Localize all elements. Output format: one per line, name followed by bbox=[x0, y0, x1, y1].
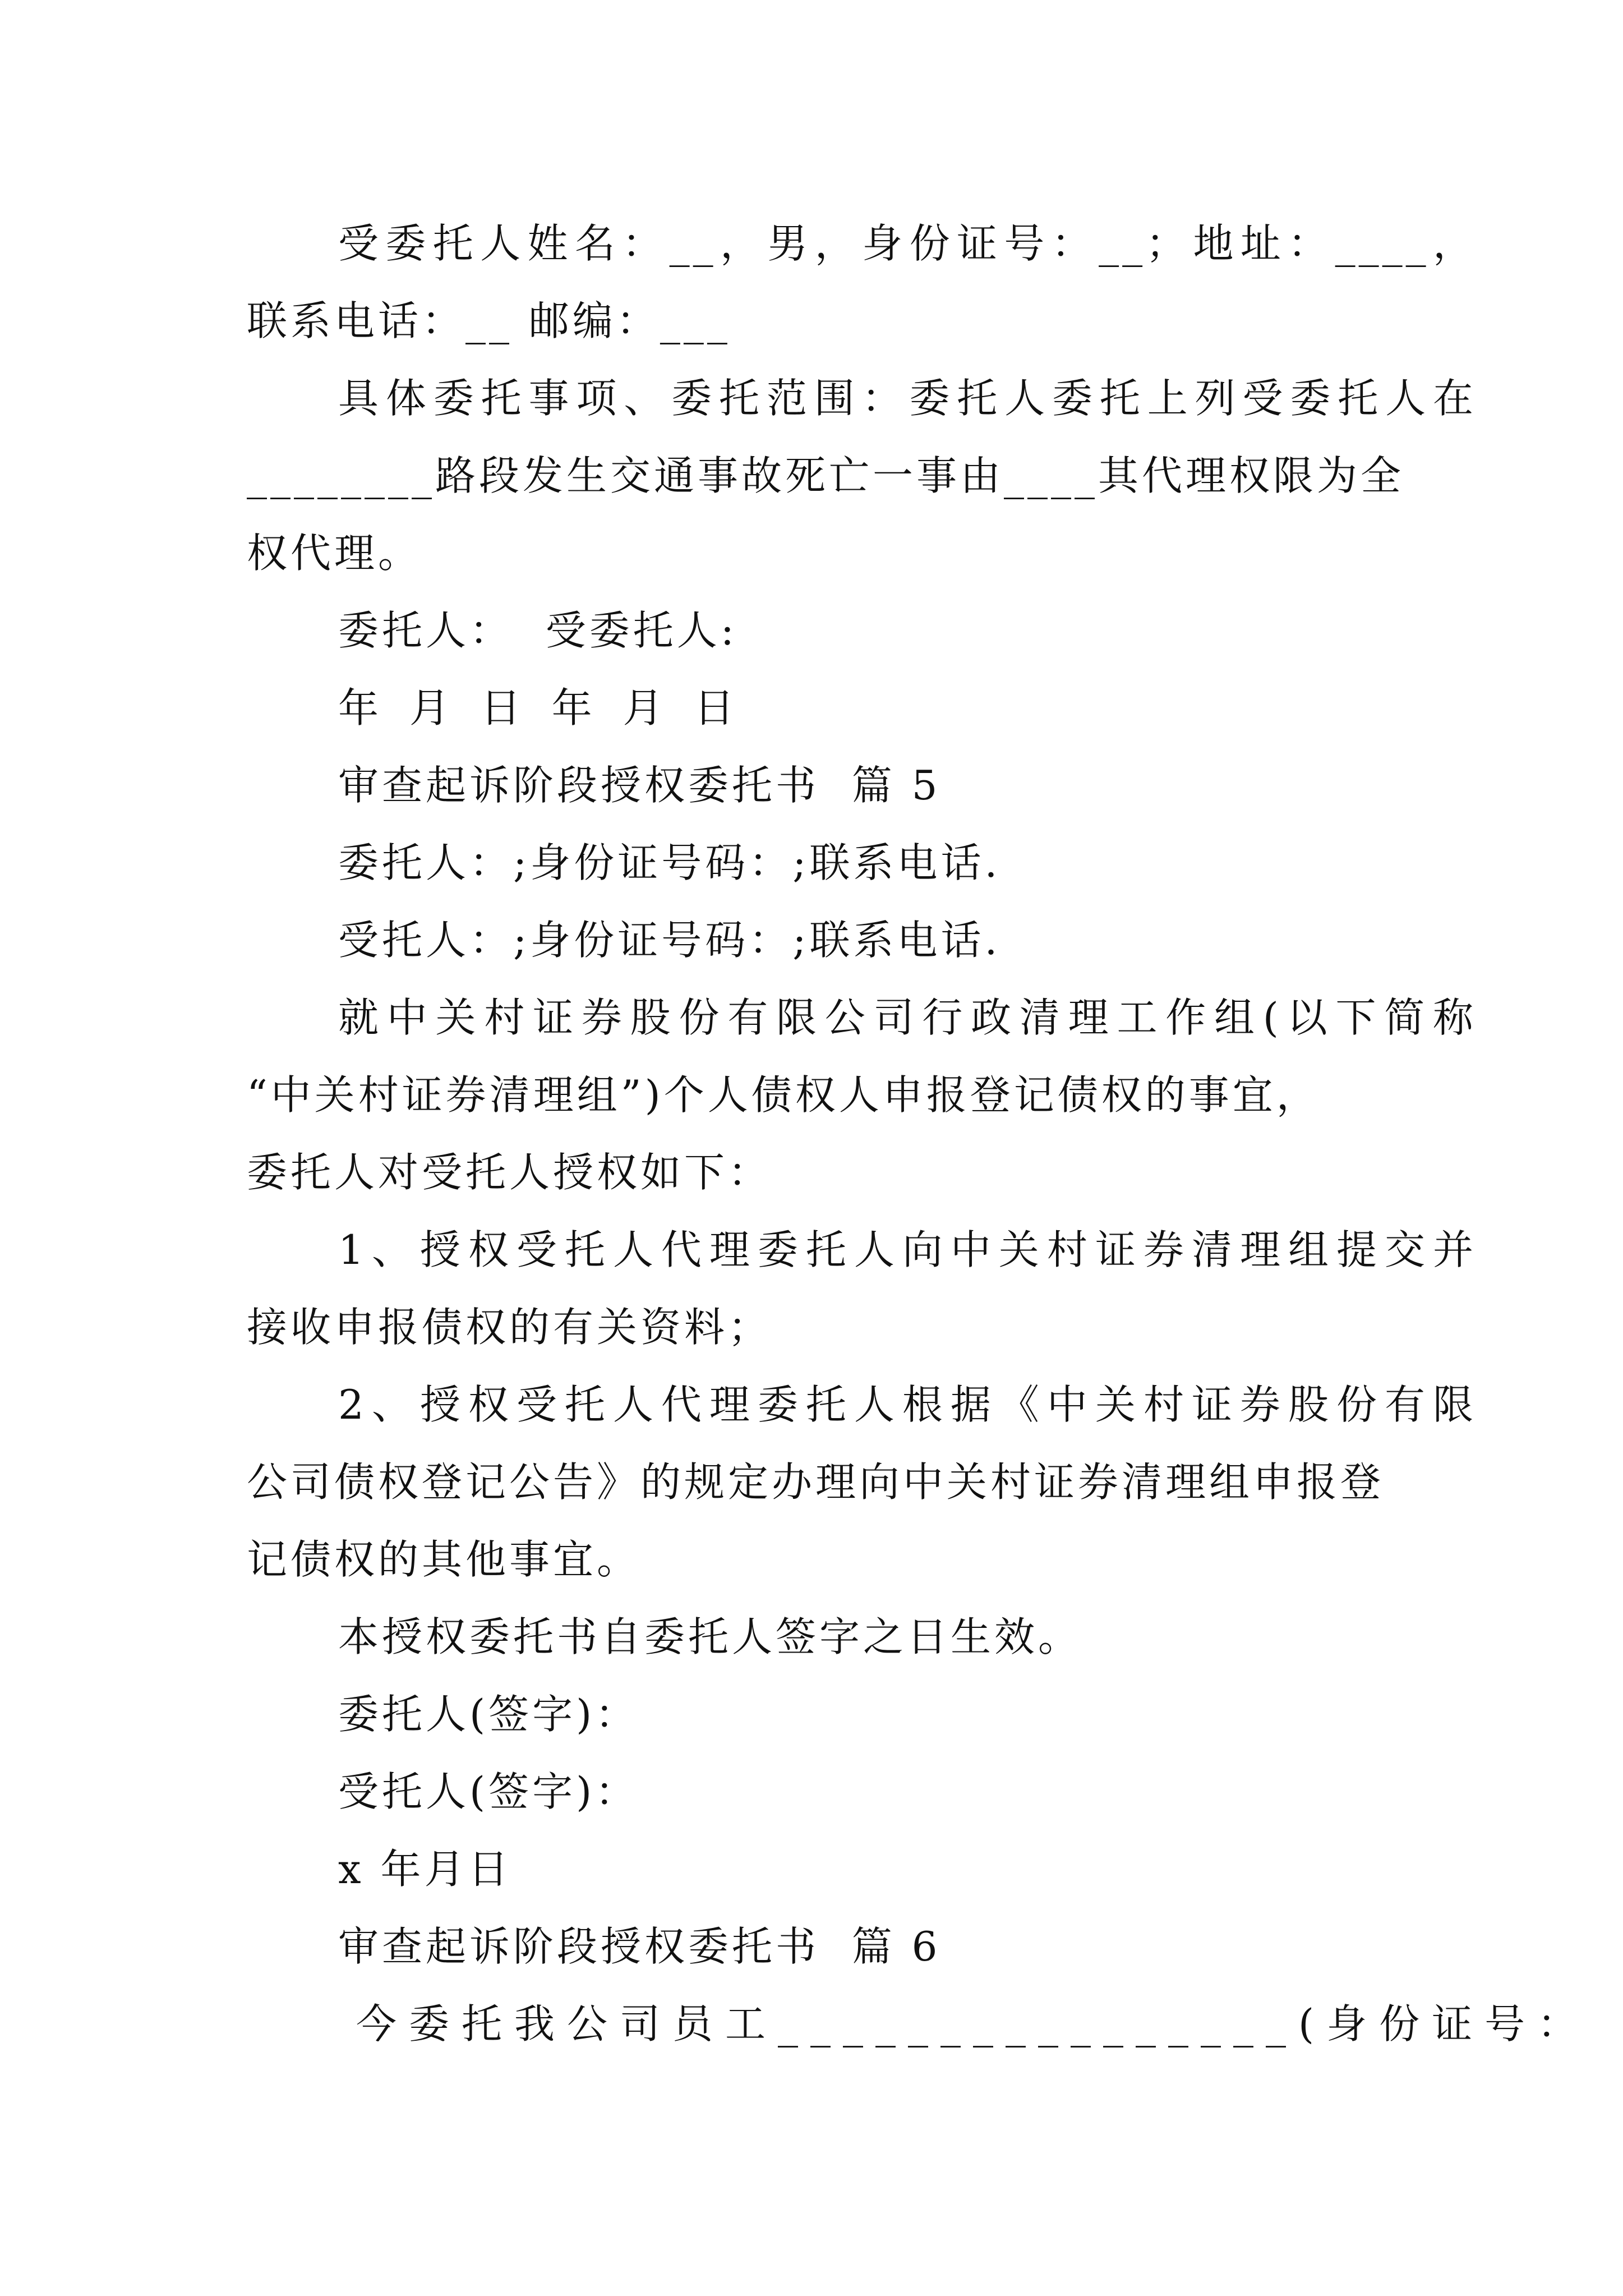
text-line-12: “中关村证券清理组”)个人债权人申报登记债权的事宜， bbox=[247, 1071, 1320, 1119]
text-line-13: 委托人对受托人授权如下： bbox=[247, 1149, 772, 1196]
section-heading-5: 审查起诉阶段授权委托书 篇 5 bbox=[338, 762, 941, 809]
text-line-6: 委托人： 受委托人: bbox=[338, 607, 738, 654]
text-line-11: 就中关村证券股份有限公司行政清理工作组(以下简称 bbox=[338, 994, 1477, 1041]
section-heading-6: 审查起诉阶段授权委托书 篇 6 bbox=[338, 1923, 941, 1970]
text-line-1: 受委托人姓名：__，男，身份证号：__；地址：____， bbox=[338, 220, 1477, 267]
text-line-9: 委托人：;身份证号码：;联系电话. bbox=[338, 839, 1001, 886]
text-line-18: 记债权的其他事宜。 bbox=[247, 1536, 641, 1583]
text-line-3: 具体委托事项、委托范围：委托人委托上列受委托人在 bbox=[338, 375, 1477, 422]
text-line-21: 受托人(签字)： bbox=[338, 1768, 639, 1815]
text-line-16: 2、授权受托人代理委托人根据《中关村证券股份有限 bbox=[338, 1381, 1477, 1428]
text-line-7: 年 月 日 年 月 日 bbox=[338, 684, 744, 731]
text-line-24: 今委托我公司员工________________(身份证号： bbox=[356, 2000, 1590, 2047]
text-line-20: 委托人(签字)： bbox=[338, 1691, 639, 1738]
text-line-5: 权代理。 bbox=[247, 530, 422, 577]
text-line-15: 接收申报债权的有关资料； bbox=[247, 1304, 772, 1351]
text-line-22: x 年月日 bbox=[338, 1846, 512, 1893]
text-line-10: 受托人：;身份证号码：;联系电话. bbox=[338, 917, 1001, 964]
text-line-2: 联系电话：__ 邮编：___ bbox=[247, 297, 731, 344]
text-line-17: 公司债权登记公告》的规定办理向中关村证券清理组申报登 bbox=[247, 1458, 1385, 1506]
text-line-14: 1、授权受托人代理委托人向中关村证券清理组提交并 bbox=[338, 1226, 1477, 1273]
text-line-4: ________路段发生交通事故死亡一事由____其代理权限为全 bbox=[247, 452, 1405, 499]
text-line-19: 本授权委托书自委托人签字之日生效。 bbox=[338, 1613, 1082, 1660]
